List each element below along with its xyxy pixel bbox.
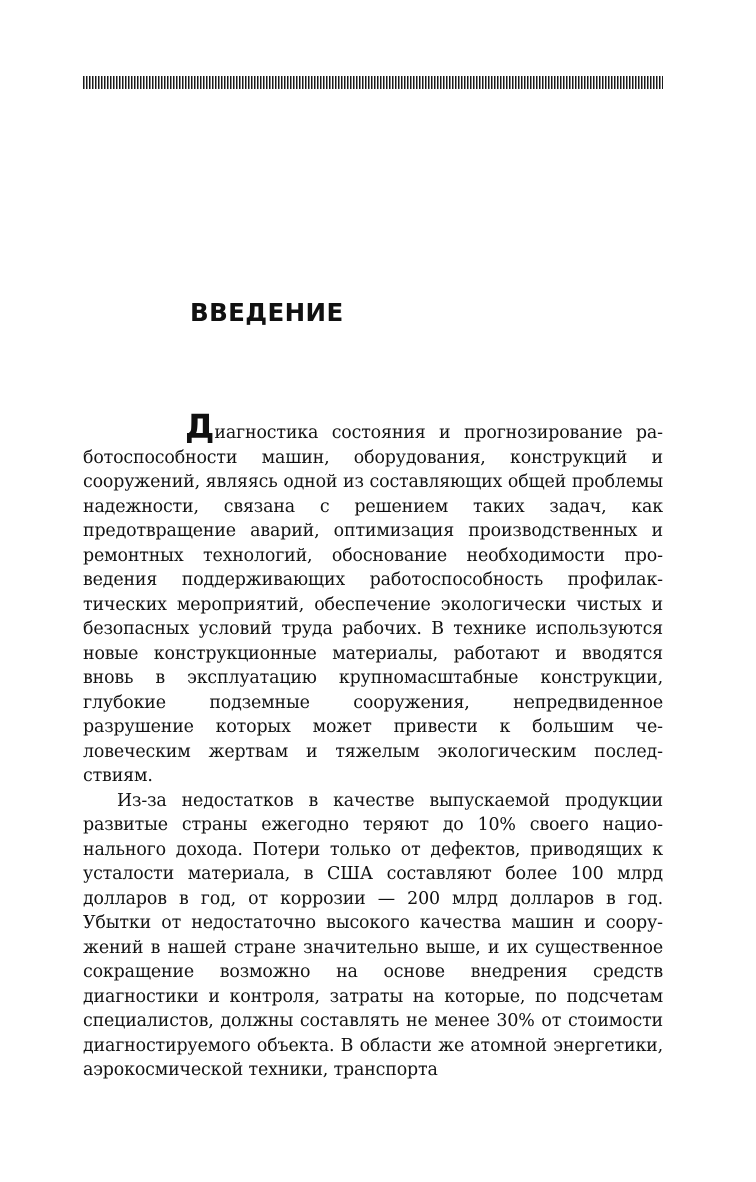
paragraph-intro	[83, 407, 663, 789]
body-text	[83, 407, 663, 1083]
drop-cap-initial: Д	[185, 407, 215, 446]
header-decorative-rule	[83, 76, 663, 89]
paragraph-intro-text: иагностика состояния и прогнозирование работоспособности машин, оборудования, конструкций и сооружений, являясь одной из составляющих общей проблемы надежности, связана с решением таких задач, как предотвращение аварий, оптимизация производственных и ремонтных технологий, обоснование необходимости проведения поддерживающих работоспособность профилактических мероприятий, обеспечение экологически чистых и безопасных условий труда рабочих. В технике используются новые конструкционные материалы, работают и вводятся вновь в эксплуатацию крупномасштабные конструкции, глубокие подземные сооружения, непредвиденное разрушение которых может привести к большим человеческим жертвам и тяжелым экологическим последствиям.	[83, 423, 663, 786]
chapter-title: ВВЕДЕНИЕ	[190, 298, 344, 327]
paragraph-losses: Из-за недостатков в качестве выпускаемой продукции развитые страны ежегодно теряют до 10% своего национального дохода. Потери только от дефектов, приводящих к усталости материала, в США составляют более 100 млрд долларов в год, от коррозии — 200 млрд долларов в год. Убытки от недостаточно высокого качества машин и сооружений в нашей стране значительно выше, и их существенное сокращение возможно на основе внедрения средств диагностики и контроля, затраты на которые, по подсчетам специалистов, должны составлять не менее 30% от стоимости диагностируемого объекта. В области же атомной энергетики, аэрокосмической техники, транспорта	[83, 790, 663, 1080]
